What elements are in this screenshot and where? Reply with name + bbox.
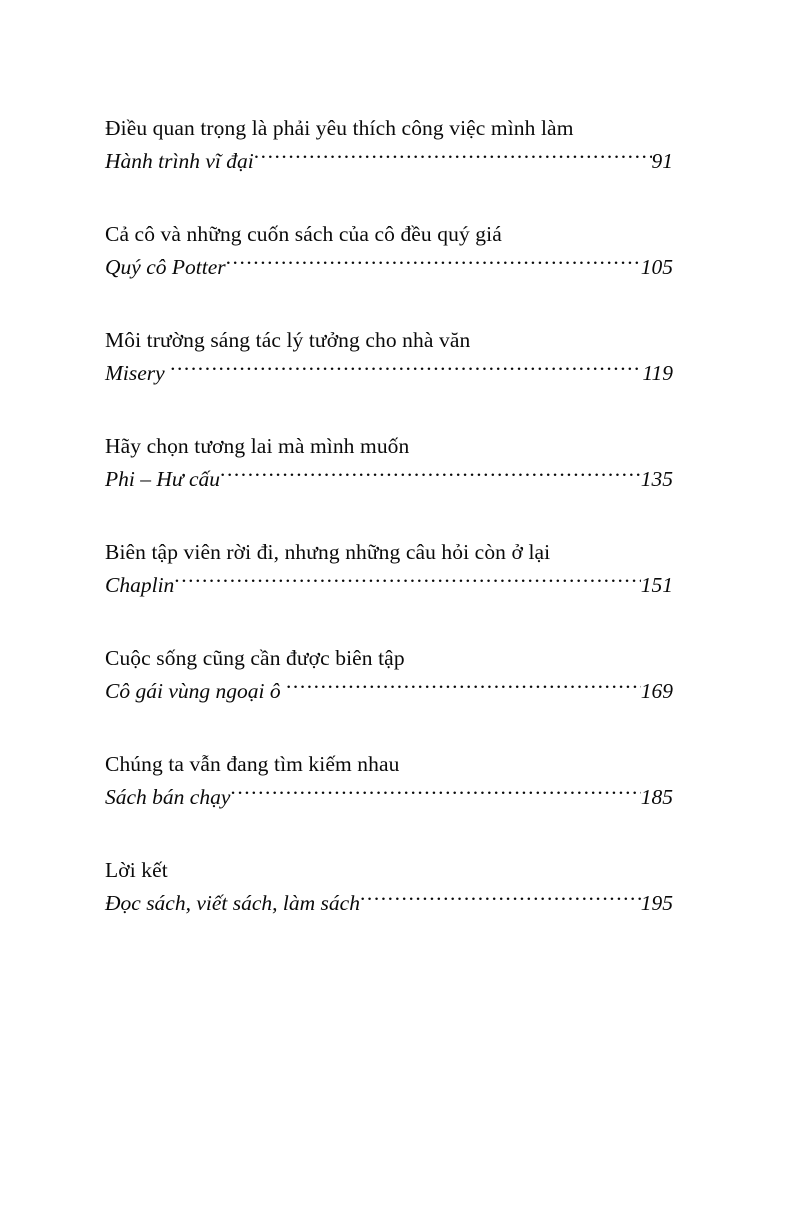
toc-entry-page-number: 195 [640, 891, 673, 915]
toc-entry-title: Hành trình vĩ đại [105, 149, 254, 173]
dot-leader [230, 783, 640, 805]
toc-entry-page-number: 91 [651, 149, 673, 173]
toc-entry-title: Chaplin [105, 573, 175, 597]
dot-leader [220, 465, 641, 487]
toc-entry-heading: Chúng ta vẫn đang tìm kiếm nhau [105, 752, 400, 776]
dot-leader [174, 571, 640, 593]
toc-entry-title-row[interactable] [105, 145, 673, 178]
toc-entry-heading: Điều quan trọng là phải yêu thích công việc mình làm [105, 116, 574, 140]
toc-entry-heading: Hãy chọn tương lai mà mình muốn [105, 434, 410, 458]
toc-entry-title: Phi – Hư cấu [105, 467, 221, 491]
toc-entry[interactable] [105, 536, 673, 602]
toc-entry-page-number: 135 [640, 467, 673, 491]
toc-entry-title-row[interactable] [105, 781, 673, 814]
toc-entry[interactable] [105, 430, 673, 496]
toc-entry[interactable] [105, 748, 673, 814]
toc-entry-title: Sách bán chạy [105, 785, 231, 809]
toc-entry-title-row[interactable] [105, 569, 673, 602]
toc-entry-page-number: 169 [640, 679, 673, 703]
toc-entry-page-number: 105 [640, 255, 673, 279]
toc-entry-title: Cô gái vùng ngoại ô [105, 679, 286, 703]
toc-entry-title-row[interactable] [105, 251, 673, 284]
toc-entry[interactable] [105, 324, 673, 390]
dot-leader [254, 147, 652, 169]
toc-entry[interactable] [105, 218, 673, 284]
toc-entry-title-row[interactable] [105, 887, 673, 920]
toc-entry-page-number: 151 [640, 573, 673, 597]
dot-leader [170, 359, 642, 381]
toc-entry-page-number: 185 [640, 785, 673, 809]
toc-entry-title-row[interactable] [105, 675, 673, 708]
toc-entry-heading: Biên tập viên rời đi, nhưng những câu hỏi còn ở lại [105, 540, 551, 564]
toc-entry[interactable] [105, 854, 673, 920]
toc-entry[interactable] [105, 642, 673, 708]
toc-entry-page-number: 119 [642, 361, 673, 385]
toc-entry-heading: Lời kết [105, 858, 168, 882]
toc-entry-title-row[interactable] [105, 463, 673, 496]
toc-entry-heading: Cuộc sống cũng cần được biên tập [105, 646, 405, 670]
toc-entry[interactable] [105, 112, 673, 178]
table-of-contents [105, 112, 673, 920]
dot-leader [226, 253, 641, 275]
toc-entry-title-row[interactable] [105, 357, 673, 390]
toc-entry-title: Misery [105, 361, 171, 385]
dot-leader [286, 677, 641, 699]
toc-entry-title: Đọc sách, viết sách, làm sách [105, 891, 360, 915]
toc-entry-heading: Cả cô và những cuốn sách của cô đều quý giá [105, 222, 502, 246]
dot-leader [360, 889, 641, 911]
toc-entry-title: Quý cô Potter [105, 255, 226, 279]
toc-entry-heading: Môi trường sáng tác lý tưởng cho nhà văn [105, 328, 471, 352]
